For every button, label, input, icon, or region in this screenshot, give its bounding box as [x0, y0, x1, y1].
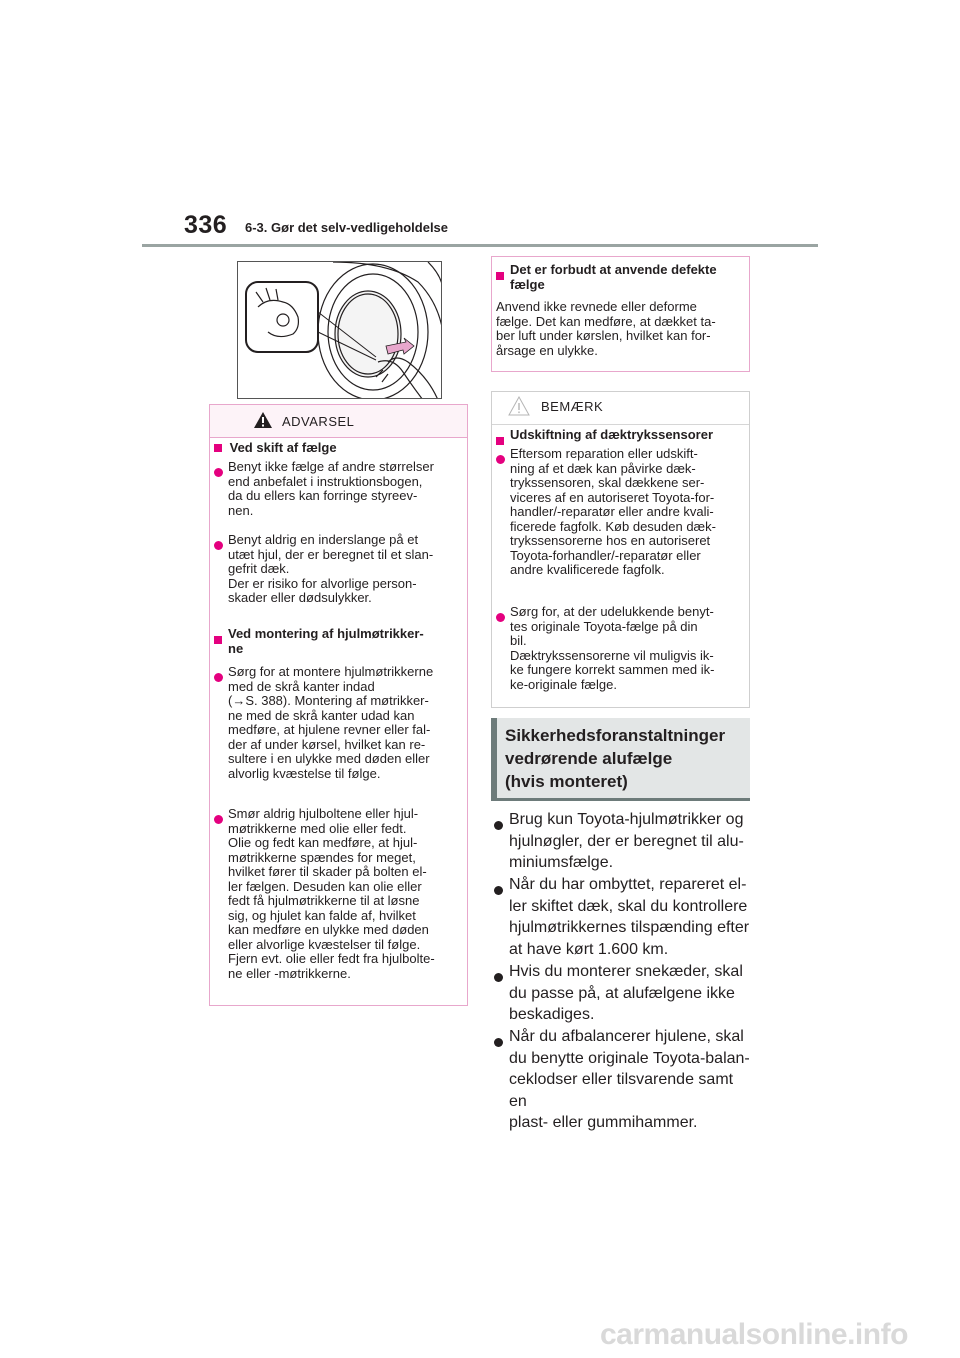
wheel-illustration: [237, 261, 442, 399]
notice-header: [492, 392, 749, 425]
section-heading-line-2: vedrørende alufælge: [505, 749, 673, 768]
bullet-dot-icon: [494, 882, 503, 900]
warning-heading-2: Ved montering af hjulmøtrikker- ne: [228, 626, 424, 656]
section-heading: [491, 718, 750, 801]
warning-bullet-3: Sørg for at montere hjulmøtrikkerne med de skrå kanter indad (→S. 388). Montering af møtrikker- ne med de skrå kanter udad kan medføre, at hjulene revner eller fal- der af under kørsel, hvilket kan re- sultere i en ulykke med døden eller alvorlig kvæstelse til følge.: [228, 664, 434, 781]
header-divider: [142, 244, 818, 247]
watermark: carmanualsonline.info: [600, 1318, 908, 1351]
body-bullet-3: Hvis du monterer snekæder, skal du passe på, at alufælgene ikke beskadiges.: [509, 963, 743, 1023]
square-bullet-icon: [214, 631, 222, 649]
warning-box: [209, 404, 468, 1006]
body-bullet-4: Når du afbalancerer hjulene, skal du benytte originale Toyota-balan- ceklodser eller tilsvarende samt en plast- eller gummihammer.: [509, 1028, 750, 1131]
square-bullet-icon: [496, 432, 504, 450]
notice-bullet-2: Sørg for, at der udelukkende benyt- tes originale Toyota-fælge på din bil. Dæktrykssensorerne vil muligvis ik- ke fungere korrekt sammen med ik- ke-originale fælge.: [510, 604, 715, 692]
bullet-dot-icon: [494, 817, 503, 835]
warning-bullet-4: Smør aldrig hjulboltene eller hjul- møtrikkerne med olie eller fedt. Olie og fedt kan medføre, at hjul- møtrikkerne spændes for meget, hvilket fører til skader på bolten el- ler fælgen. Desuden kan olie eller fedt få hjulmøtrikkerne til at løsne sig, og hjulet kan falde af, hvilket kan medføre en ulykke med døden eller alvorlige kvæstelser til følge. Fjern evt. olie eller fedt fra hjulbolte- ne eller -møtrikkerne.: [228, 806, 435, 981]
notice-title: BEMÆRK: [541, 399, 604, 414]
notice-icon: [508, 396, 530, 416]
wheel-drawing: [238, 262, 442, 399]
square-bullet-icon: [214, 444, 222, 452]
body-bullet-1: Brug kun Toyota-hjulmøtrikker og hjulnøgler, der er beregnet til alu- miniumsfælge.: [509, 811, 744, 871]
notice-heading: Udskiftning af dæktrykssensorer: [510, 427, 714, 442]
bullet-dot-icon: [494, 1034, 503, 1052]
bullet-dot-icon: [214, 811, 223, 829]
section-title: 6-3. Gør det selv-vedligeholdelse: [245, 220, 449, 235]
square-bullet-icon: [496, 267, 504, 285]
notice-bullet-1: Eftersom reparation eller udskift- ning af et dæk kan påvirke dæk- trykssensoren, skal dækkene ser- viceres af en autoriseret Toyota-for- handler/-reparatør eller andre kvali- ficerede fagfolk. Køb desuden dæk- trykssensorerne hos en autoriseret Toyota-forhandler/-reparatør eller andre kvalificerede fagfolk.: [510, 446, 716, 577]
warning-bullet-1: Benyt ikke fælge af andre størrelser end anbefalet i instruktionsbogen, da du ellers kan forringe styreev- nen.: [228, 459, 434, 518]
notice-box: [491, 391, 750, 708]
caution-body: Anvend ikke revnede eller deforme fælge. Det kan medføre, at dækket ta- ber luft under kørslen, hvilket kan for- årsage en ulykke.: [496, 299, 716, 358]
warning-heading-1: Ved skift af fælge: [214, 441, 337, 456]
body-bullet-2: Når du har ombyttet, repareret el- ler skiftet dæk, skal du kontrollere hjulmøtrikkernes tilspænding efter at have kørt 1.600 km.: [509, 876, 750, 958]
section-heading-line-1: Sikkerhedsforanstaltninger: [505, 726, 726, 745]
bullet-dot-icon: [496, 451, 505, 469]
bullet-dot-icon: [496, 609, 505, 627]
bullet-dot-icon: [214, 537, 223, 555]
bullet-dot-icon: [214, 464, 223, 482]
caution-box: [491, 256, 750, 372]
warning-bullet-2: Benyt aldrig en inderslange på et utæt hjul, der er beregnet til et slan- gefrit dæk. Der er risiko for alvorlige person- skader eller dødsulykker.: [228, 532, 434, 605]
bullet-dot-icon: [214, 669, 223, 687]
page-number: 336: [184, 211, 228, 239]
section-heading-line-3: (hvis monteret): [505, 772, 628, 791]
bullet-dot-icon: [494, 969, 503, 987]
warning-icon: [253, 411, 273, 429]
caution-heading: Det er forbudt at anvende defekte fælge: [510, 262, 717, 292]
warning-header: [210, 405, 467, 438]
warning-title: ADVARSEL: [282, 414, 355, 429]
